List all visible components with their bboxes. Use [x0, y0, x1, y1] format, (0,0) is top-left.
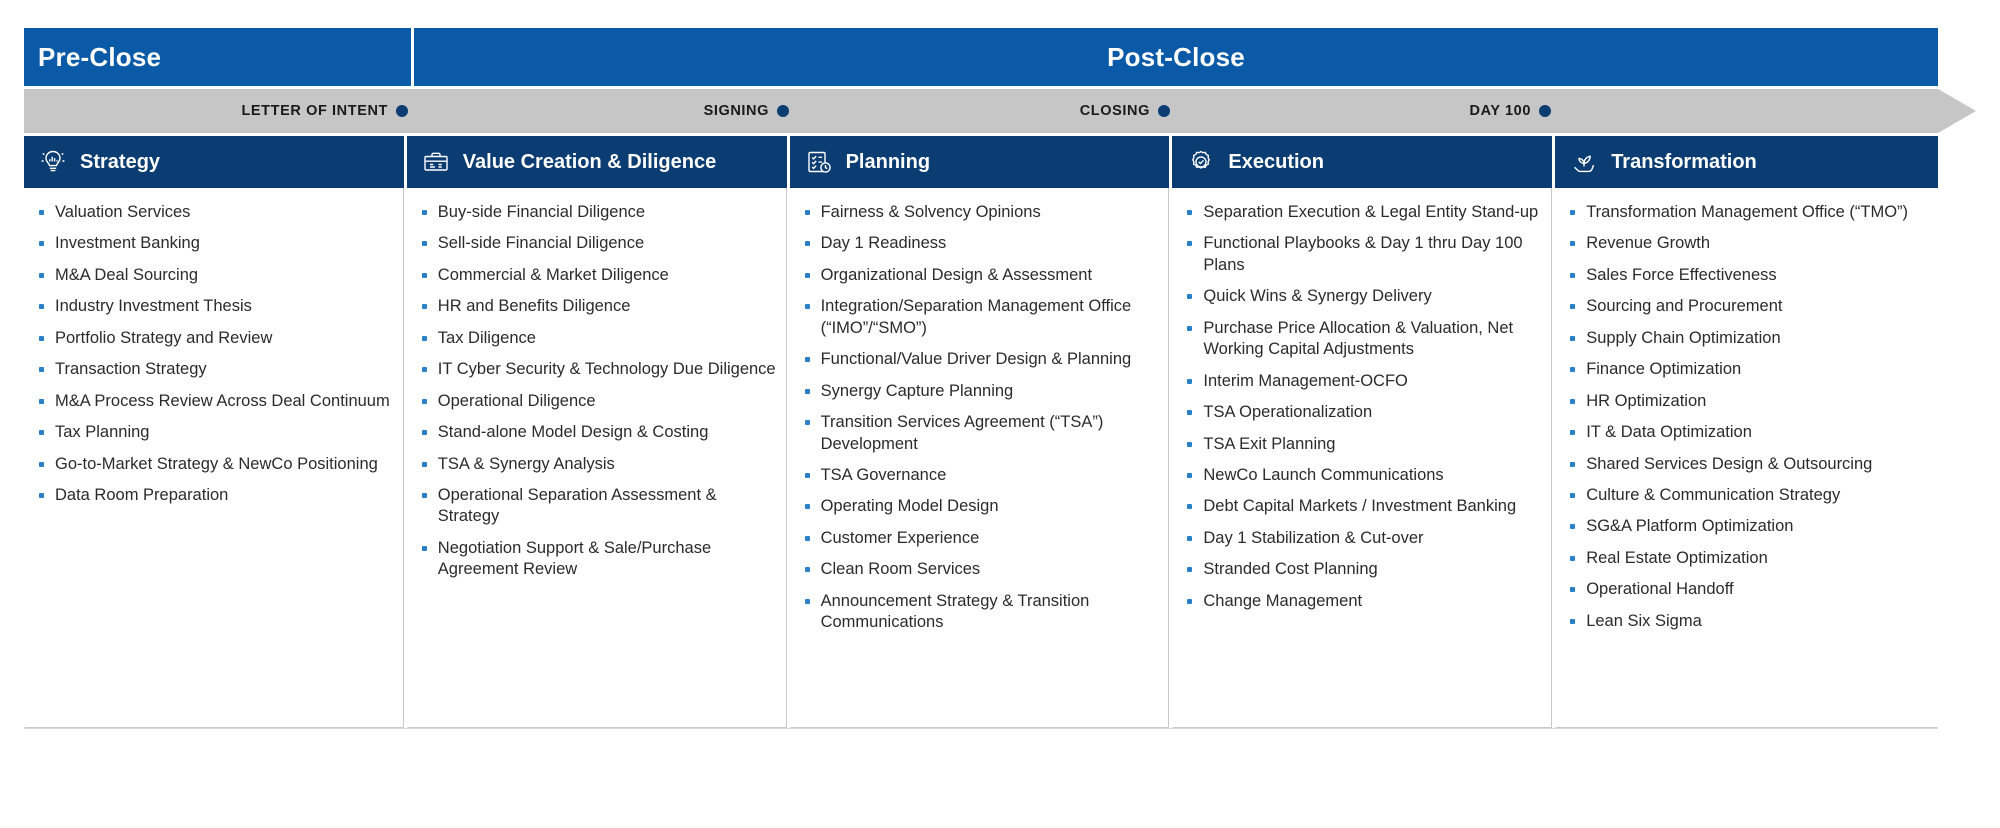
- milestone-trailing-spacer: [1557, 89, 1938, 133]
- list-item: Finance Optimization: [1564, 359, 1927, 380]
- list-item: Synergy Capture Planning: [799, 381, 1159, 402]
- column-body-value-creation-diligence: [407, 188, 787, 728]
- list-item: Tax Diligence: [416, 328, 776, 349]
- list-item: IT Cyber Security & Technology Due Diligence: [416, 359, 776, 380]
- column-header-transformation: [1555, 136, 1938, 188]
- list-item: Real Estate Optimization: [1564, 548, 1927, 569]
- phase-post-close: [414, 28, 1938, 86]
- hand-plant-icon: [1569, 147, 1599, 177]
- list-item: Stranded Cost Planning: [1181, 559, 1541, 580]
- list-item: TSA Operationalization: [1181, 402, 1541, 423]
- column-header-strategy: [24, 136, 404, 188]
- milestone-list: [24, 89, 1938, 133]
- column-title: Transformation: [1611, 150, 1757, 173]
- list-item: Day 1 Stabilization & Cut-over: [1181, 528, 1541, 549]
- column-execution: [1172, 136, 1552, 728]
- list-item: Customer Experience: [799, 528, 1159, 549]
- list-item: Sell-side Financial Diligence: [416, 233, 776, 254]
- list-item: HR and Benefits Diligence: [416, 296, 776, 317]
- list-item: Data Room Preparation: [33, 485, 393, 506]
- list-item: Operational Handoff: [1564, 579, 1927, 600]
- list-item: Operational Diligence: [416, 391, 776, 412]
- column-body-execution: [1172, 188, 1552, 728]
- phase-pre-close: [24, 28, 414, 86]
- item-list: [33, 202, 393, 506]
- list-item: Buy-side Financial Diligence: [416, 202, 776, 223]
- milestone-signing: [414, 89, 795, 133]
- column-strategy: [24, 136, 404, 728]
- phase-band: [24, 28, 1938, 86]
- list-item: Interim Management-OCFO: [1181, 371, 1541, 392]
- list-item: Clean Room Services: [799, 559, 1159, 580]
- milestone-day-100: [1176, 89, 1557, 133]
- list-item: Day 1 Readiness: [799, 233, 1159, 254]
- list-item: HR Optimization: [1564, 391, 1927, 412]
- list-item: Go-to-Market Strategy & NewCo Positioning: [33, 454, 393, 475]
- column-body-planning: [790, 188, 1170, 728]
- list-item: Change Management: [1181, 591, 1541, 612]
- list-item: TSA Exit Planning: [1181, 434, 1541, 455]
- milestone-dot-icon: [777, 105, 789, 117]
- list-item: Investment Banking: [33, 233, 393, 254]
- milestone-label: SIGNING: [703, 103, 769, 119]
- list-item: Shared Services Design & Outsourcing: [1564, 454, 1927, 475]
- list-item: Integration/Separation Management Office (“IMO”/“SMO”): [799, 296, 1159, 339]
- list-item: Culture & Communication Strategy: [1564, 485, 1927, 506]
- list-item: Operating Model Design: [799, 496, 1159, 517]
- column-title: Strategy: [80, 150, 161, 173]
- item-list: [1181, 202, 1541, 612]
- list-item: Separation Execution & Legal Entity Stand-up: [1181, 202, 1541, 223]
- list-item: NewCo Launch Communications: [1181, 465, 1541, 486]
- workstream-columns: [24, 136, 1938, 728]
- gear-check-icon: [1186, 147, 1216, 177]
- list-item: Transition Services Agreement (“TSA”) Development: [799, 412, 1159, 455]
- column-title: Planning: [845, 150, 931, 173]
- phase-post-close-label: Post-Close: [1107, 41, 1245, 72]
- list-item: SG&A Platform Optimization: [1564, 516, 1927, 537]
- list-item: M&A Process Review Across Deal Continuum: [33, 391, 393, 412]
- milestone-label: DAY 100: [1469, 103, 1531, 119]
- list-item: Functional/Value Driver Design & Planning: [799, 349, 1159, 370]
- column-title: Value Creation & Diligence: [462, 150, 717, 173]
- diagram-baseline: [24, 728, 1938, 729]
- milestone-letter-of-intent: [24, 89, 414, 133]
- ma-lifecycle-diagram: [24, 28, 1976, 729]
- list-item: TSA Governance: [799, 465, 1159, 486]
- milestone-dot-icon: [1158, 105, 1170, 117]
- milestone-label: LETTER OF INTENT: [241, 103, 388, 119]
- milestone-dot-icon: [396, 105, 408, 117]
- list-item: Sourcing and Procurement: [1564, 296, 1927, 317]
- list-item: Commercial & Market Diligence: [416, 265, 776, 286]
- list-item: Revenue Growth: [1564, 233, 1927, 254]
- milestone-label: CLOSING: [1079, 103, 1150, 119]
- column-value-creation-diligence: [407, 136, 787, 728]
- column-header-value-creation-diligence: [407, 136, 787, 188]
- list-item: Transformation Management Office (“TMO”): [1564, 202, 1927, 223]
- item-list: [799, 202, 1159, 634]
- list-item: Supply Chain Optimization: [1564, 328, 1927, 349]
- list-item: Transaction Strategy: [33, 359, 393, 380]
- list-item: Quick Wins & Synergy Delivery: [1181, 286, 1541, 307]
- list-item: Operational Separation Assessment & Strategy: [416, 485, 776, 528]
- column-transformation: [1555, 136, 1938, 728]
- column-header-execution: [1172, 136, 1552, 188]
- column-header-planning: [790, 136, 1170, 188]
- column-title: Execution: [1228, 150, 1324, 173]
- list-item: IT & Data Optimization: [1564, 422, 1927, 443]
- column-body-transformation: [1555, 188, 1938, 728]
- list-item: Portfolio Strategy and Review: [33, 328, 393, 349]
- list-item: Organizational Design & Assessment: [799, 265, 1159, 286]
- milestone-closing: [795, 89, 1176, 133]
- list-item: Stand-alone Model Design & Costing: [416, 422, 776, 443]
- list-item: TSA & Synergy Analysis: [416, 454, 776, 475]
- list-item: Lean Six Sigma: [1564, 611, 1927, 632]
- milestone-band: [24, 89, 1976, 133]
- list-item: Functional Playbooks & Day 1 thru Day 100 Plans: [1181, 233, 1541, 276]
- item-list: [416, 202, 776, 581]
- column-body-strategy: [24, 188, 404, 728]
- milestone-dot-icon: [1539, 105, 1551, 117]
- list-item: Industry Investment Thesis: [33, 296, 393, 317]
- list-item: Tax Planning: [33, 422, 393, 443]
- item-list: [1564, 202, 1927, 632]
- list-item: Negotiation Support & Sale/Purchase Agreement Review: [416, 538, 776, 581]
- list-item: Purchase Price Allocation & Valuation, Net Working Capital Adjustments: [1181, 318, 1541, 361]
- column-planning: [790, 136, 1170, 728]
- list-item: Sales Force Effectiveness: [1564, 265, 1927, 286]
- list-item: M&A Deal Sourcing: [33, 265, 393, 286]
- phase-pre-close-label: Pre-Close: [38, 41, 162, 72]
- list-item: Valuation Services: [33, 202, 393, 223]
- list-item: Fairness & Solvency Opinions: [799, 202, 1159, 223]
- list-item: Debt Capital Markets / Investment Banking: [1181, 496, 1541, 517]
- briefcase-icon: [421, 147, 451, 177]
- list-item: Announcement Strategy & Transition Communications: [799, 591, 1159, 634]
- checklist-clock-icon: [804, 147, 834, 177]
- lightbulb-chart-icon: [38, 147, 68, 177]
